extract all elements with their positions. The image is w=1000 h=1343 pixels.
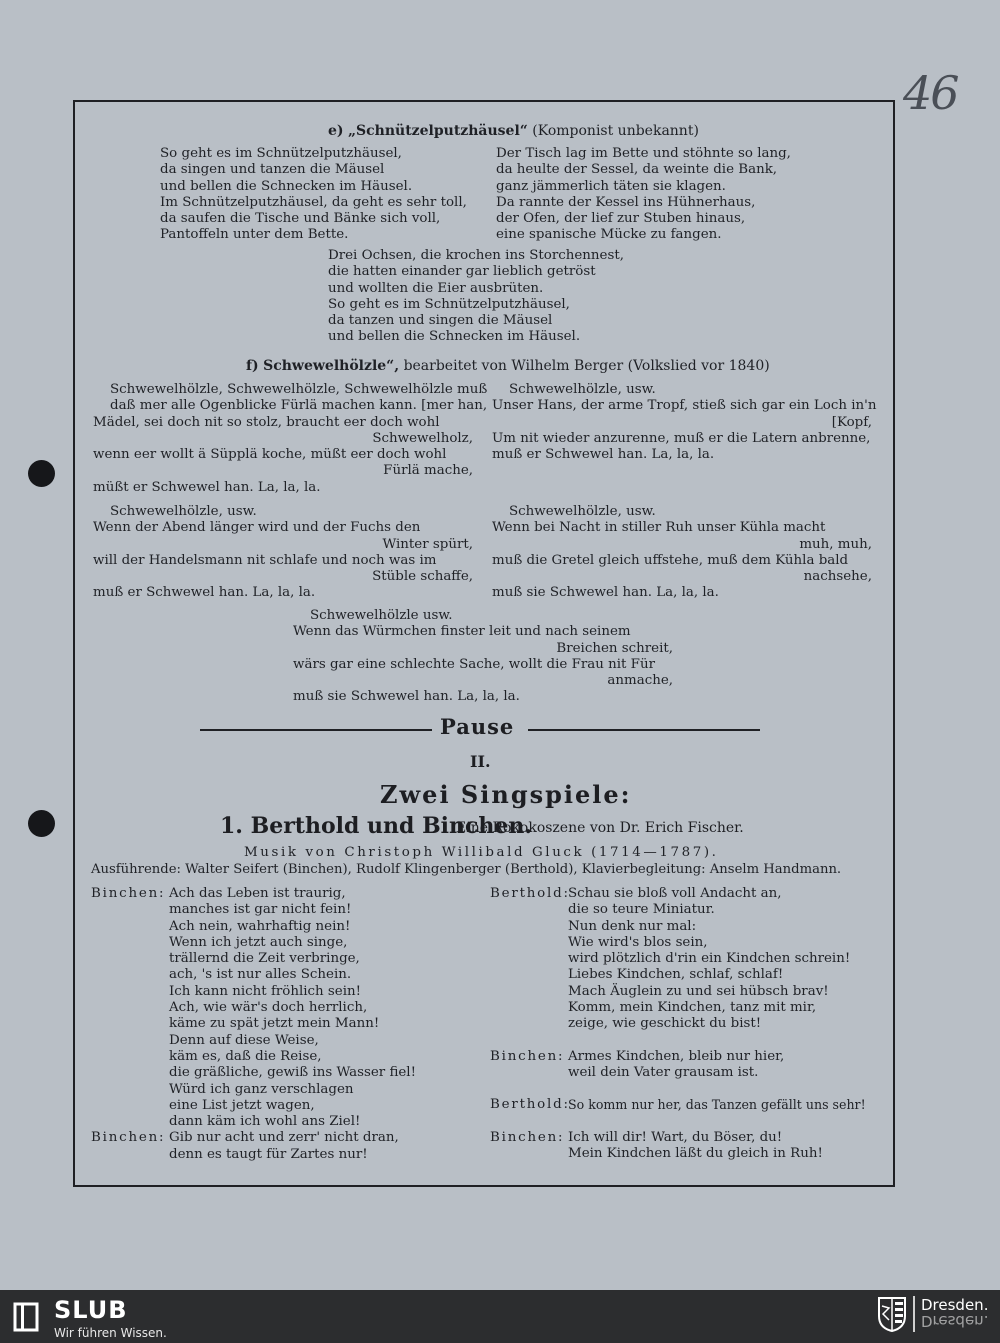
role-label: Binchen: bbox=[490, 1048, 565, 1064]
play-music-credit: Musik von Christoph Willibald Gluck (1714—1787). bbox=[244, 845, 719, 860]
section-e-right-column: Der Tisch lag im Bette und stöhnte so lang, da heulte der Sessel, da weinte die Bank, ganz jämmerlich täten sie klagen. Da rannte der Kessel ins Hühnerhaus, der Ofen, der lief zur Stuben hinaus, eine spanische Mücke zu fangen. bbox=[496, 146, 791, 243]
pause-rule-right bbox=[528, 729, 760, 731]
section-e-center-stanza: Drei Ochsen, die krochen ins Storchennest, die hatten einander gar lieblich getröst und wollten die Eier ausbrüten. So geht es im Schnützelputzhäusel, da tanzen und singen die Mäusel und bellen die Schnecken im Häusel. bbox=[328, 248, 624, 345]
punch-hole bbox=[28, 460, 55, 487]
section-f-center-stanza: Schwewelhölzle usw. Wenn das Würmchen finster leit und nach seinem Breichen schreit, wärs gar eine schlechte Sache, wollt die Frau nit Für anmache, muß sie Schwewel han. La, la, la. bbox=[293, 608, 673, 705]
role-label: Berthold: bbox=[490, 1097, 570, 1113]
play-title: 1. Berthold und Binchen. bbox=[220, 813, 533, 839]
section-f-left-stanza-1: Schwewelhölzle, Schwewelhölzle, Schwewelhölzle muß daß mer alle Ogenblicke Fürlä machen kann. [mer han, Mädel, sei doch nit so stolz, braucht eer doch wohl Schwewelholz, wenn eer wollt ä Süpplä koche, müßt eer doch wohl Fürlä mache, müßt er Schwewel han. La, la, la. bbox=[93, 382, 488, 495]
pause-heading: Pause bbox=[440, 714, 515, 739]
dialogue-right-column bbox=[490, 886, 866, 1162]
slub-slogan: Wir führen Wissen. bbox=[54, 1326, 167, 1340]
play-performers: Ausführende: Walter Seifert (Binchen), Rudolf Klingenberger (Berthold), Klavierbegleitung: Anselm Handmann. bbox=[91, 862, 842, 877]
dialogue-block: Binchen: Gib nur acht und zerr' nicht dran, denn es taugt für Zartes nur! bbox=[91, 1130, 399, 1162]
pause-rule-left bbox=[200, 729, 432, 731]
slub-book-icon[interactable] bbox=[13, 1302, 41, 1332]
footer-separator bbox=[913, 1296, 915, 1332]
role-label: Berthold: bbox=[490, 886, 570, 901]
dialogue-block: Binchen: Armes Kindchen, bleib nur hier, weil dein Vater grausam ist. bbox=[490, 1048, 785, 1080]
role-label: Binchen: bbox=[91, 886, 166, 901]
dialogue-block: Binchen: Ich will dir! Wart, du Böser, du! Mein Kindchen läßt du gleich in Ruh! bbox=[490, 1129, 823, 1161]
section-f-right-stanza-2: Schwewelhölzle, usw. Wenn bei Nacht in stiller Ruh unser Kühla macht muh, muh, muß die Gretel gleich uffstehe, muß dem Kühla bald nachsehe, muß sie Schwewel han. La, la, la. bbox=[492, 504, 872, 601]
part-number: II. bbox=[470, 752, 491, 771]
role-label: Binchen: bbox=[490, 1129, 565, 1145]
section-f-left-stanza-2: Schwewelhölzle, usw. Wenn der Abend länger wird und der Fuchs den Winter spürt, will der Handelsmann nit schlafe und noch was im Stüble schaffe, muß er Schwewel han. La, la, la. bbox=[93, 504, 473, 601]
dresden-crest-icon[interactable] bbox=[877, 1296, 907, 1332]
dialogue-block: Binchen: Ach das Leben ist traurig, manches ist gar nicht fein! Ach nein, wahrhaftig nein! Wenn ich jetzt auch singe, trällernd die Zeit verbringe, ach, 's ist nur alles Schein. Ich kann nicht fröhlich sein! Ach, wie wär's doch herrlich, käme zu spät jetzt mein Mann! Denn auf diese Weise, käm es, daß die Reise, die gräßliche, gewiß ins Wasser fiel! Würd ich ganz verschlagen eine List jetzt wagen, dann käm ich wohl ans Ziel! bbox=[91, 886, 416, 1130]
section-e-heading: e) „Schnützelputzhäusel“ (Komponist unbekannt) bbox=[328, 123, 699, 139]
dresden-wordmark[interactable]: Dresden. Dresden. bbox=[921, 1296, 989, 1330]
slub-brand[interactable]: SLUB bbox=[54, 1296, 128, 1324]
dialogue-left-column bbox=[91, 886, 416, 1163]
dialogue-block: Berthold: So komm nur her, das Tanzen gefällt uns sehr! bbox=[490, 1097, 866, 1113]
punch-hole bbox=[28, 810, 55, 837]
play-subtitle: Eine Rokokoszene von Dr. Erich Fischer. bbox=[456, 820, 744, 836]
role-label: Binchen: bbox=[91, 1130, 166, 1146]
section-e-left-column: So geht es im Schnützelputzhäusel, da singen und tanzen die Mäusel und bellen die Schnecken im Häusel. Im Schnützelputzhäusel, da geht es sehr toll, da saufen die Tische und Bänke sich voll, Pantoffeln unter dem Bette. bbox=[160, 146, 467, 243]
section-f-right-stanza-1: Schwewelhölzle, usw. Unser Hans, der arme Tropf, stieß sich gar ein Loch in'n [Kopf, Um nit wieder anzurenne, muß er die Latern anbrenne, muß er Schwewel han. La, la, la. bbox=[492, 382, 877, 463]
handwritten-page-number: 46 bbox=[903, 66, 958, 120]
part-title: Zwei Singspiele: bbox=[380, 780, 632, 809]
section-f-heading: f) Schwewelhölzle“, bearbeitet von Wilhelm Berger (Volkslied vor 1840) bbox=[246, 358, 770, 374]
dialogue-block: Berthold: Schau sie bloß voll Andacht an, die so teure Miniatur. Nun denk nur mal: Wie wird's blos sein, wird plötzlich d'rin ein Kindchen schrein! Liebes Kindchen, schlaf, schlaf! Mach Äuglein zu und sei hübsch brav! Komm, mein Kindchen, tanz mit mir, zeige, wie geschickt du bist! bbox=[490, 886, 851, 1032]
